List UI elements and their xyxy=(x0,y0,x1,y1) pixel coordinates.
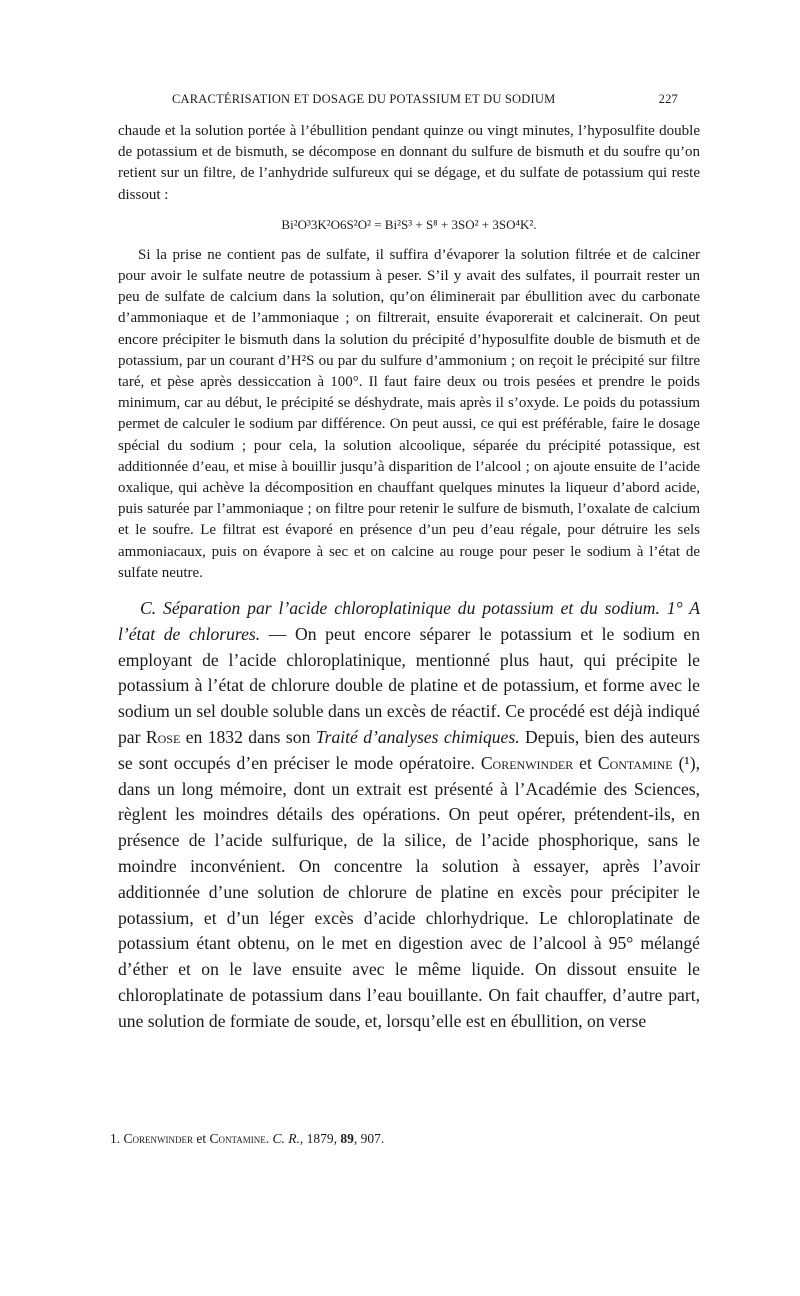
section-subheading: 1° A l’état de chlorures. xyxy=(118,598,700,644)
author-contamine: Contamine xyxy=(597,752,673,773)
paragraph-sulfate: Si la prise ne contient pas de sulfate, il suffira d’évaporer la solution filtrée et de calciner pour avoir le sulfate neutre de potassium à peser. S’il y avait des sulfates, il pourrait rester un peu de sulfate de calcium dans la solution, qu’on éliminerait par ébullition avec du carbonate d’ammoniaque et de l’ammoniaque ; on filtrerait, ensuite évaporerait et calcinerait. On peut encore précipiter le bismuth dans la solution du précipité d’hyposulfite double de bismuth et de potassium, par un courant d’H²S ou par du sulfure d’ammonium ; on reçoit le précipité sur filtre taré, et pèse après dessiccation à 100°. Il faut faire deux ou trois pesées et prendre le poids minimum, car au début, le précipité se déshydrate, mais après il s’oxyde. Le poids du potassium permet de calculer le sodium par différence. On peut aussi, ce qui est préférable, faire le dosage spécial du sodium ; pour cela, la solution alcoolique, séparée du précipité potassique, est additionnée d’eau, et mise à bouillir jusqu’à disparition de l’alcool ; on ajoute ensuite de l’acide oxalique, qui achève la décomposition en chauffant quelques minutes la liqueur d’abord acide, puis saturée par l’ammoniaque ; on filtre pour retenir le sulfure de bismuth, l’oxalate de calcium et le soufre. Le filtrat est évaporé en présence d’un peu d’eau régale, pour détruire les sels ammoniacaux, puis on évapore à sec et on calcine au rouge pour peser le sodium à l’état de sulfate neutre. xyxy=(118,246,700,581)
section-c xyxy=(118,596,700,1035)
footnote xyxy=(110,1131,384,1147)
author-rose: Rose xyxy=(145,727,181,748)
em-dash: — xyxy=(268,623,287,644)
running-title: CARACTÉRISATION ET DOSAGE DU POTASSIUM ET DU SODIUM xyxy=(172,92,556,106)
chemical-equation: Bi²O³3K²O6S²O² = Bi²S³ + S⁸ + 3SO² + 3SO⁴K². xyxy=(281,216,537,232)
paragraph-continuation: chaude et la solution portée à l’ébullition pendant quinze ou vingt minutes, l’hyposulfite double de potassium et de bismuth, se décompose en donnant du sulfure de bismuth et du soufre qu’on retient sur un filtre, de l’anhydride sulfureux qui se dégage, et du sulfate de potassium qui reste dissout : xyxy=(118,123,700,203)
book-title: Traité d’analyses chimiques. xyxy=(315,727,520,748)
footnote-author-1: Corenwinder xyxy=(123,1131,193,1146)
footnote-page: , 907. xyxy=(353,1131,385,1146)
conjunction: et xyxy=(579,752,592,773)
text-part-2: en 1832 dans son xyxy=(185,727,311,748)
footnote-author-2: Contamine. xyxy=(209,1131,270,1146)
footnote-conjunction: et xyxy=(196,1131,207,1146)
footnote-number: 1. xyxy=(110,1131,121,1146)
author-corenwinder: Corenwinder xyxy=(480,752,574,773)
page-number: 227 xyxy=(658,92,678,106)
section-heading: C. Séparation par l’acide chloroplatinique du potassium et du sodium. xyxy=(140,598,660,619)
text-part-3: Depuis, bien des auteurs se sont occupés d’en préciser le mode opératoire. xyxy=(118,727,700,773)
footnote-year: , 1879, xyxy=(299,1131,338,1146)
page-body xyxy=(118,121,700,1035)
text-part-1: On peut encore séparer le potassium et le sodium en employant de l’acide chloroplatinique, mentionné plus haut, qui précipite le potassium à l’état de chlorure double de platine et de potassium, et forme avec le sodium un sel double soluble dans un excès de réactif. Ce procédé est déjà indiqué par xyxy=(118,623,701,748)
small-print-section xyxy=(118,121,700,584)
section-c-paragraph xyxy=(118,596,700,1035)
footnote-volume: 89 xyxy=(340,1131,354,1146)
text-part-4: , dans un long mémoire, dont un extrait est présenté à l’Académie des Sciences, règlent les moindres détails des opérations. On peut opérer, prétendent-ils, en présence de l’acide sulfurique, de la silice, de l’acide phosphorique, sans le moindre inconvénient. On concentre la solution à essayer, après l’avoir additionnée d’une solution de chlorure de platine en excès pour précipiter le potassium, et d’un léger excès d’acide chlorhydrique. Le chloroplatinate de potassium étant obtenu, on le met en digestion avec de l’alcool à 95° mélangé d’éther et on le lave ensuite avec le même liquide. On dissout ensuite le chloroplatinate de potassium dans l’eau bouillante. On fait chauffer, d’autre part, une solution de formiate de soude, et, lorsqu’elle est en ébullition, on verse xyxy=(118,752,700,1031)
footnote-journal: C. R. xyxy=(272,1131,300,1146)
footnote-reference: (¹) xyxy=(678,752,696,773)
